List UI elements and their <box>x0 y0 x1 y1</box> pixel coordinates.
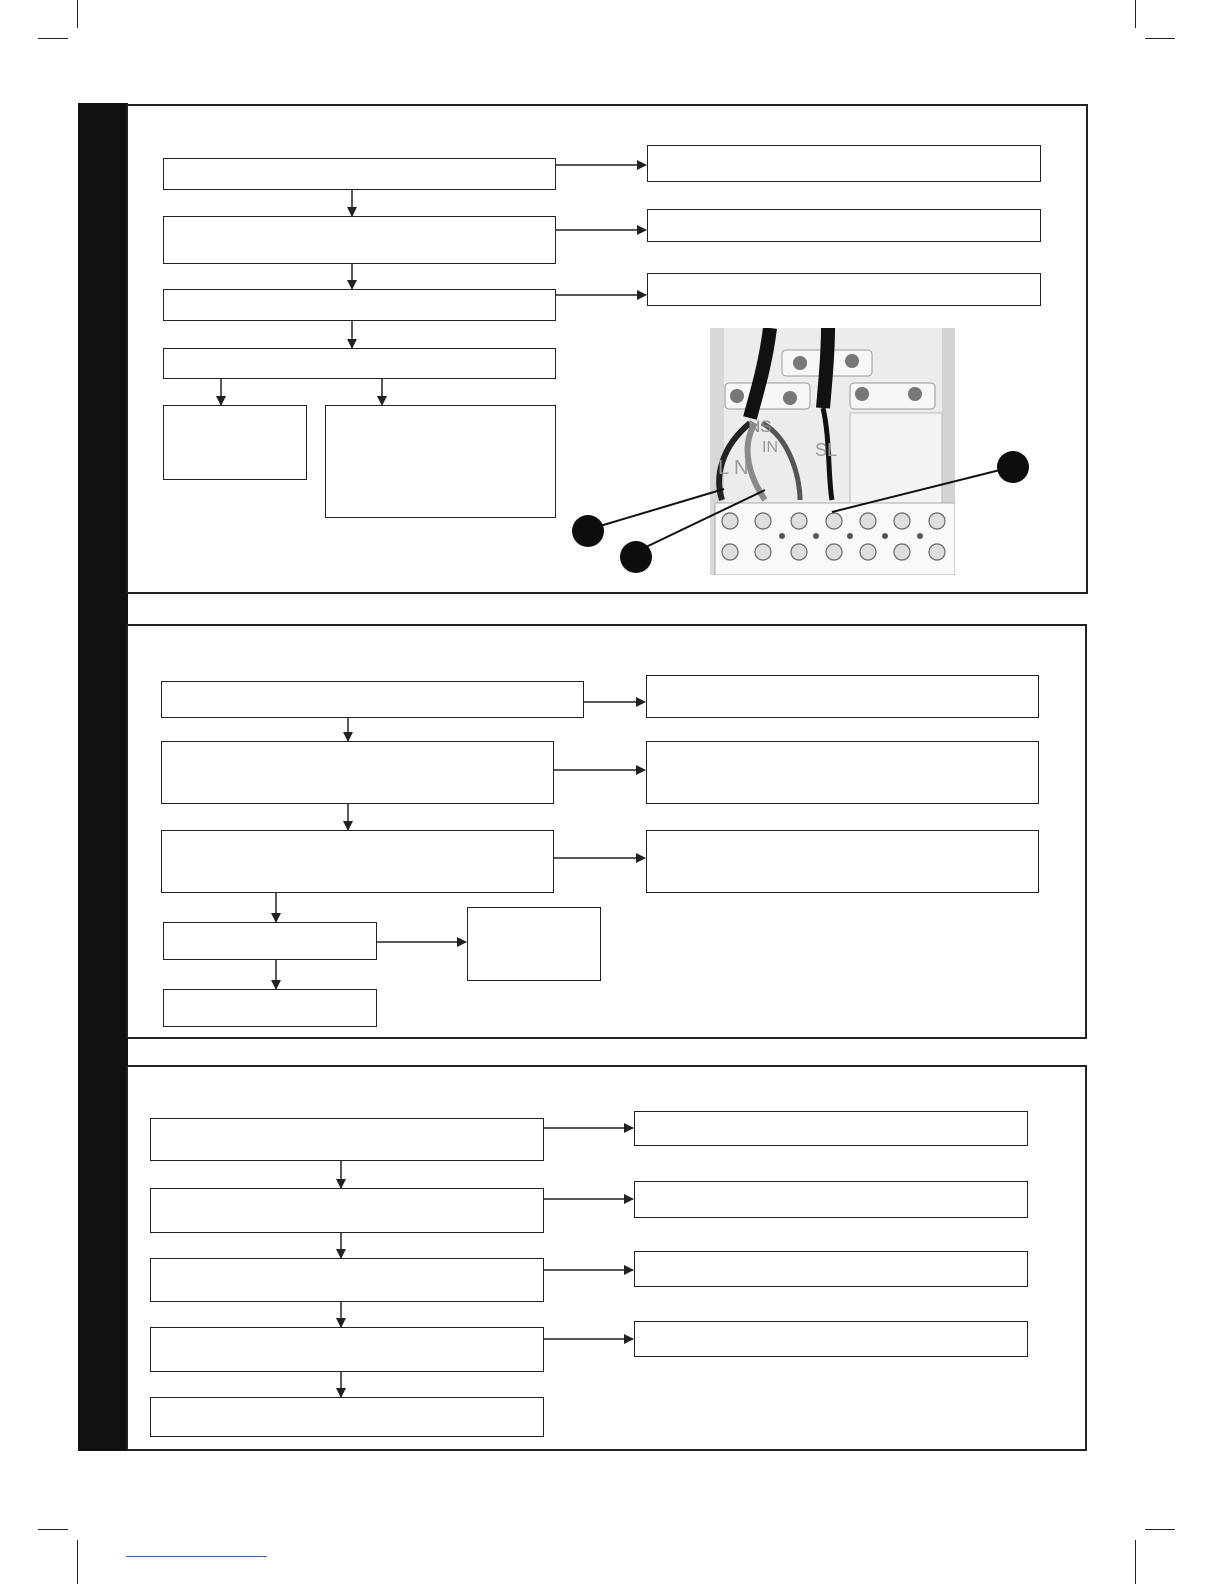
s2-action-4 <box>467 907 601 981</box>
svg-text:SL: SL <box>815 440 838 460</box>
s2-action-1 <box>646 675 1039 718</box>
leader-marker-2 <box>646 490 765 547</box>
s3-action-3 <box>634 1251 1028 1287</box>
svg-text:L N: L N <box>718 457 749 479</box>
s2-action-3 <box>646 830 1039 893</box>
s3-step-2 <box>150 1188 544 1233</box>
svg-text:IN: IN <box>762 439 778 456</box>
s2-step-1 <box>161 681 584 718</box>
s2-action-2 <box>646 741 1039 804</box>
s3-step-4 <box>150 1327 544 1372</box>
s2-step-3 <box>161 830 554 893</box>
s2-step-2 <box>161 741 554 804</box>
callout-marker-1 <box>572 515 604 547</box>
svg-text:NS: NS <box>748 417 772 436</box>
s3-action-1 <box>634 1111 1028 1146</box>
s2-step-4 <box>163 922 377 960</box>
leader-marker-3 <box>832 470 1000 512</box>
footer-link-underline[interactable] <box>126 1556 267 1557</box>
s3-action-4 <box>634 1321 1028 1357</box>
callout-marker-3 <box>997 451 1029 483</box>
s3-step-3 <box>150 1258 544 1302</box>
leader-marker-1 <box>600 489 724 526</box>
s3-action-2 <box>634 1181 1028 1218</box>
s2-step-5 <box>163 989 377 1027</box>
s3-step-1 <box>150 1118 544 1161</box>
s3-step-5 <box>150 1397 544 1437</box>
callout-marker-2 <box>620 541 652 573</box>
